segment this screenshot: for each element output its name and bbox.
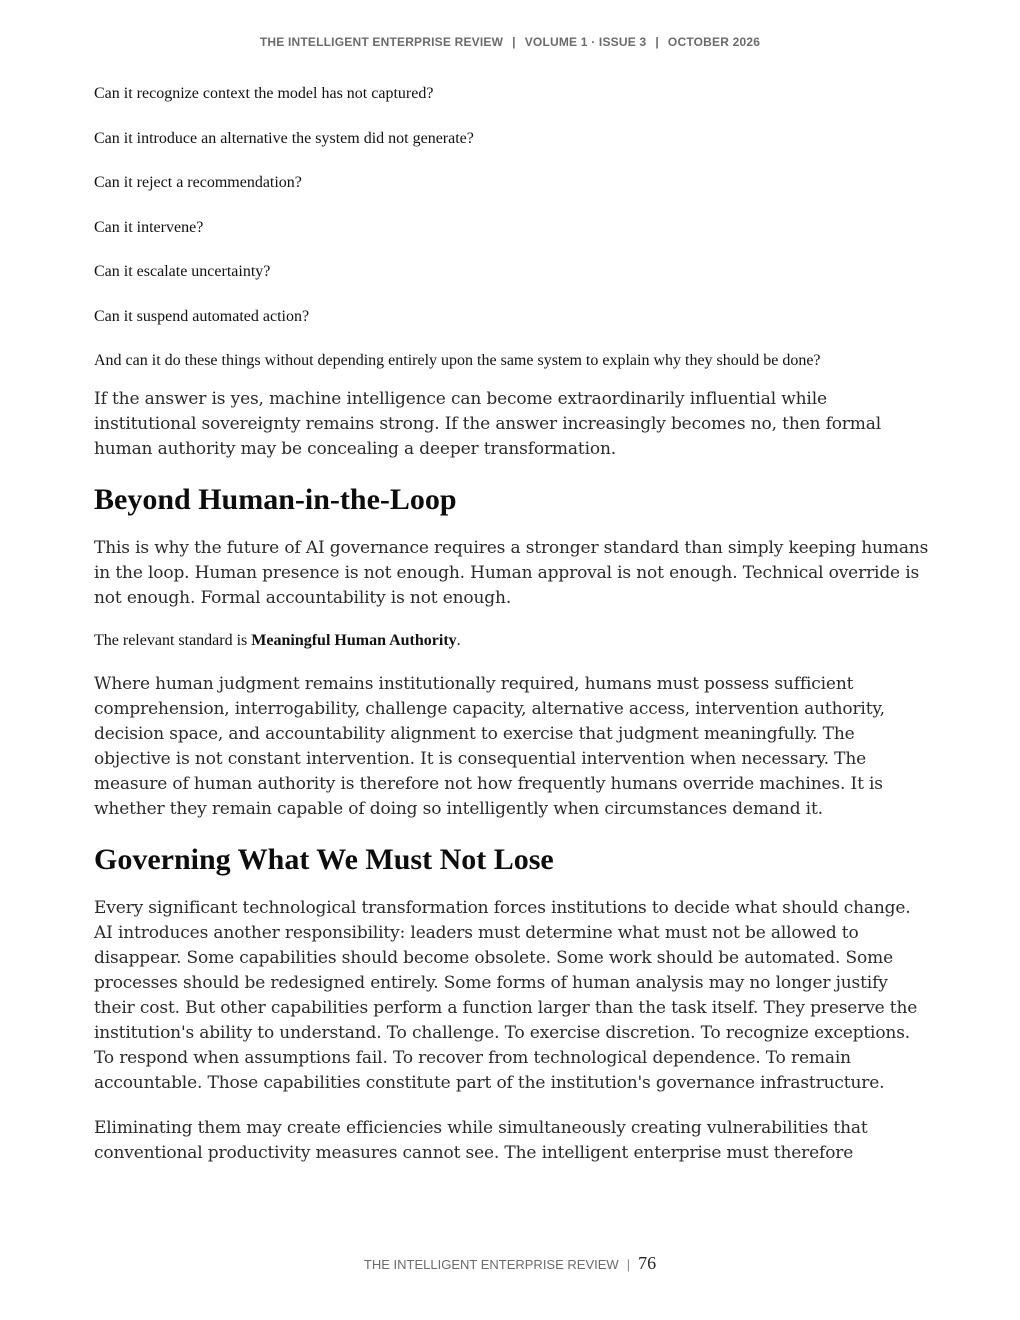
header-issue: VOLUME 1 · ISSUE 3	[524, 35, 647, 49]
page-number: 76	[638, 1253, 657, 1273]
standard-prefix: The relevant standard is	[94, 632, 252, 649]
standard-suffix: .	[456, 632, 461, 649]
question-line: And can it do these things without depending entirely upon the same system to explain why they should be done?	[94, 352, 821, 369]
body-paragraph: Where human judgment remains institutionally required, humans must possess sufficient comprehension, interrogability, challenge capacity, alternative access, intervention authority, decision space, and accountability alignment to exercise that judgment meaningfully. The objective is not constant intervention. It is consequential intervention when necessary. The measure of human authority is therefore not how frequently humans override machines. It is whether they remain capable of doing so intelligently when circumstances demand it.	[94, 674, 885, 819]
question-line: Can it reject a recommendation?	[94, 174, 302, 191]
standard-statement	[94, 631, 930, 651]
header-separator: |	[655, 35, 659, 49]
section-heading: Governing What We Must Not Lose	[94, 843, 554, 876]
question-line: Can it escalate uncertainty?	[94, 263, 271, 280]
question-line: Can it suspend automated action?	[94, 307, 310, 325]
header-publication: THE INTELLIGENT ENTERPRISE REVIEW	[259, 35, 504, 49]
body-paragraph: Every significant technological transformation forces institutions to decide what should change. AI introduces another responsibility: leaders must determine what must not be allowed to disappear. Some capabilities should become obsolete. Some work should be automated. Some processes should be redesigned entirely. Some forms of human analysis may no longer justify their cost. But other capabilities perform a function larger than the task itself. They preserve the institution's ability to understand. To challenge. To exercise discretion. To recognize exceptions. To respond when assumptions fail. To recover from technological dependence. To remain accountable. Those capabilities constitute part of the institution's governance infrastructure.	[94, 898, 918, 1093]
question-line: Can it recognize context the model has not captured?	[94, 85, 434, 102]
question-line: Can it intervene?	[94, 218, 204, 236]
header-separator: |	[512, 35, 516, 49]
body-paragraph: This is why the future of AI governance requires a stronger standard than simply keeping humans in the loop. Human presence is not enough. Human approval is not enough. Technical override is not enough. Formal accountability is not enough.	[94, 538, 929, 608]
page-footer	[0, 1253, 1020, 1274]
footer-publication: THE INTELLIGENT ENTERPRISE REVIEW	[363, 1257, 619, 1272]
standard-term: Meaningful Human Authority	[251, 632, 457, 649]
question-line: Can it introduce an alternative the system did not generate?	[94, 129, 474, 147]
running-header	[0, 35, 1020, 49]
article-body	[94, 84, 930, 1186]
body-paragraph: Eliminating them may create efficiencies while simultaneously creating vulnerabilities that conventional productivity measures cannot see. The intelligent enterprise must therefore	[94, 1118, 868, 1163]
body-paragraph: If the answer is yes, machine intelligence can become extraordinarily influential while institutional sovereignty remains strong. If the answer increasingly becomes no, then formal human authority may be concealing a deeper transformation.	[94, 389, 882, 459]
footer-separator: |	[626, 1257, 631, 1272]
section-heading: Beyond Human-in-the-Loop	[94, 483, 457, 516]
header-date: OCTOBER 2026	[667, 35, 761, 49]
